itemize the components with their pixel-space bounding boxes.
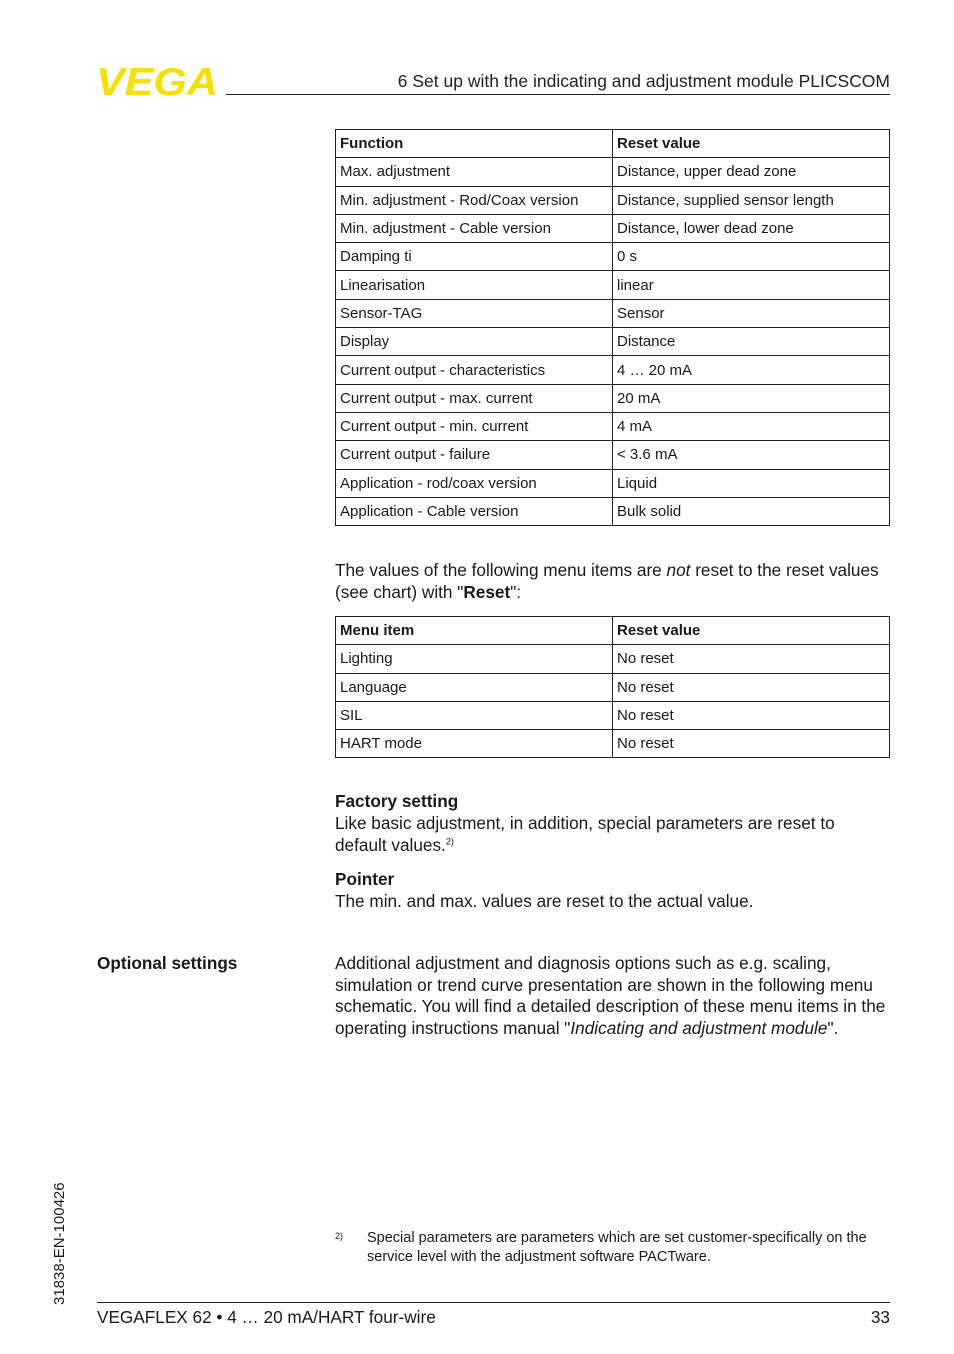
footnote-mark: 2) [335,1231,344,1241]
page-number: 33 [870,1307,890,1327]
no-reset-table [335,616,890,758]
table-cell-name: Min. adjustment - Cable version [336,214,613,242]
table-cell-value: Distance, upper dead zone [613,158,890,186]
table-cell-name: Current output - failure [336,441,613,469]
table-cell-value: < 3.6 mA [613,441,890,469]
column-header: Menu item [336,617,613,645]
running-header: 6 Set up with the indicating and adjustment module PLICSCOM [397,71,890,91]
factory-setting-text [335,813,891,856]
table-row [336,497,890,525]
table-cell-name: Application - Cable version [336,497,613,525]
intro-text: The values of the following menu items are [335,560,667,580]
footnote-reference: 2) [445,835,454,846]
table-cell-value: 4 … 20 mA [613,356,890,384]
table-row [336,441,890,469]
factory-text-body: Like basic adjustment, in addition, special parameters are reset to default values. [335,813,835,855]
table-row [336,645,890,673]
table-row [336,730,890,758]
table-cell-value: 0 s [613,243,890,271]
table-cell-name: Lighting [336,645,613,673]
table-cell-name: SIL [336,701,613,729]
column-header: Function [336,130,613,158]
factory-setting-heading: Factory setting [335,791,459,811]
table-cell-value: 4 mA [613,412,890,440]
table-cell-value: Distance, supplied sensor length [613,186,890,214]
pointer-heading: Pointer [335,869,395,889]
table-row [336,214,890,242]
footer-rule [97,1302,890,1303]
table-row [336,186,890,214]
footnote-text: Special parameters are parameters which are set customer-specifically on the service level with the adjustment software PACTware. [367,1230,867,1265]
table-cell-value: No reset [613,730,890,758]
intro-paragraph [335,560,891,603]
table-header-row [336,617,890,645]
table-cell-value: Distance [613,328,890,356]
table-row [336,469,890,497]
table-row [336,243,890,271]
table-row [336,701,890,729]
footer-product: VEGAFLEX 62 • 4 … 20 mA/HART four-wire [97,1307,436,1327]
document-id: 31838-EN-100426 [51,1182,68,1305]
table-row [336,328,890,356]
table-cell-name: Linearisation [336,271,613,299]
manual-title: Indicating and adjustment module [570,1017,828,1038]
intro-text: ": [510,581,522,602]
table-cell-name: Max. adjustment [336,158,613,186]
vega-logo [96,64,220,98]
intro-emphasis: not [666,560,691,580]
table-cell-value: 20 mA [613,384,890,412]
intro-text: reset to the reset values (see chart) with " [335,560,879,602]
table-cell-name: Application - rod/coax version [336,469,613,497]
pointer-text: The min. and max. values are reset to the actual value. [335,891,754,911]
optional-settings-heading: Optional settings [97,953,238,973]
table-row [336,412,890,440]
table-cell-value: No reset [613,701,890,729]
intro-bold: Reset [463,581,511,602]
table-cell-value: No reset [613,673,890,701]
header-rule [226,94,890,95]
table-cell-name: Current output - max. current [336,384,613,412]
table-row [336,271,890,299]
table-row [336,299,890,327]
logo-text: VEGA [96,64,218,98]
table-cell-value: Liquid [613,469,890,497]
optional-text-body: Additional adjustment and diagnosis options such as e.g. scaling, simulation or trend curve presentation are shown in the following menu schematic. You will find a detailed description of these menu items in the operating instructions manual " [335,953,886,1038]
table-cell-value: linear [613,271,890,299]
table-cell-value: Bulk solid [613,497,890,525]
optional-settings-text [335,953,891,1039]
table-cell-name: Current output - min. current [336,412,613,440]
optional-text-end: ". [827,1017,839,1038]
table-cell-name: Current output - characteristics [336,356,613,384]
table-row [336,158,890,186]
table-cell-value: No reset [613,645,890,673]
table-cell-name: HART mode [336,730,613,758]
reset-values-table [335,129,890,526]
table-cell-name: Damping ti [336,243,613,271]
table-cell-name: Display [336,328,613,356]
table-header-row [336,130,890,158]
table-cell-value: Sensor [613,299,890,327]
table-row [336,673,890,701]
table-cell-value: Distance, lower dead zone [613,214,890,242]
table-cell-name: Language [336,673,613,701]
table-cell-name: Sensor-TAG [336,299,613,327]
table-row [336,384,890,412]
column-header: Reset value [613,130,890,158]
column-header: Reset value [613,617,890,645]
table-cell-name: Min. adjustment - Rod/Coax version [336,186,613,214]
table-row [336,356,890,384]
